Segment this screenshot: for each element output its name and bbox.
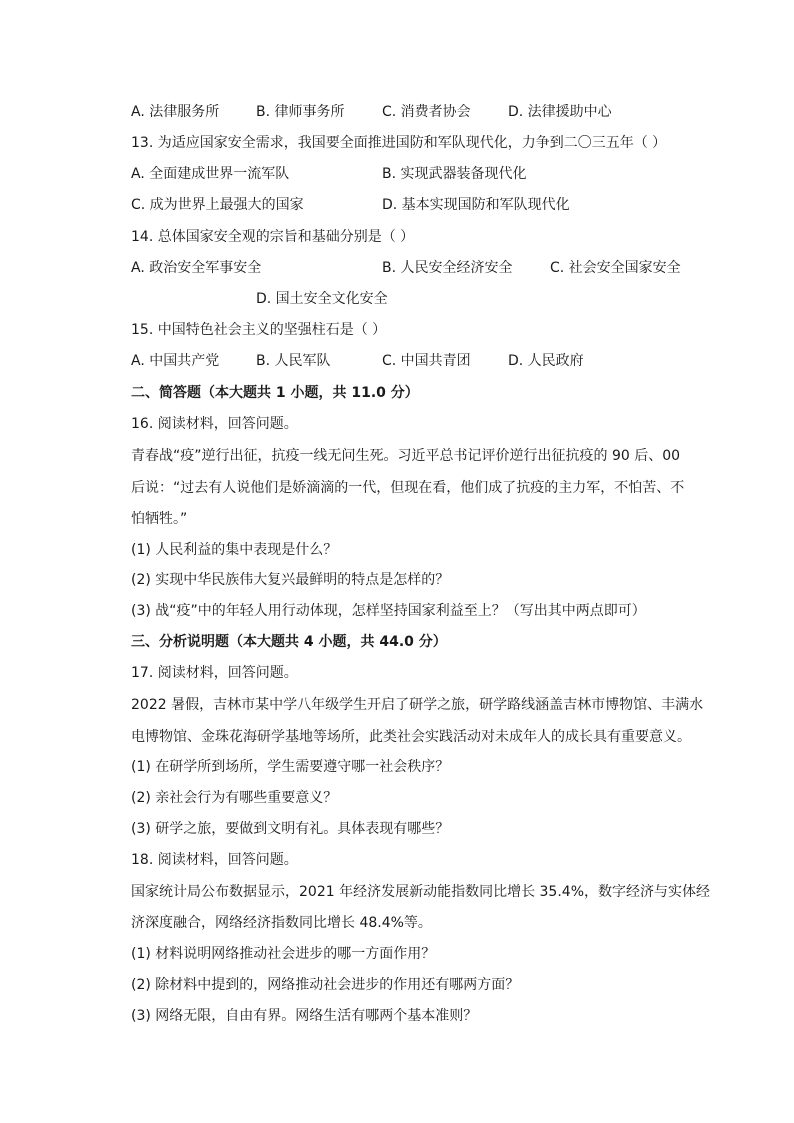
q13-option-d: D. 基本实现国防和军队现代化 xyxy=(382,197,570,213)
q12-option-d: D. 法律援助中心 xyxy=(508,104,612,120)
q17-sub-2: (2) 亲社会行为有哪些重要意义？ xyxy=(131,790,338,806)
q12-option-a: A. 法律服务所 xyxy=(131,104,220,120)
q13-option-b: B. 实现武器装备现代化 xyxy=(382,166,527,182)
q17-sub-3: (3) 研学之旅，要做到文明有礼。具体表现有哪些？ xyxy=(131,821,450,837)
q17-stem: 17. 阅读材料，回答问题。 xyxy=(131,665,298,681)
q17-material-line-2: 电博物馆、金珠花海研学基地等场所，此类社会实践活动对未成年人的成长具有重要意义。 xyxy=(131,729,691,745)
q16-sub-1: (1) 人民利益的集中表现是什么？ xyxy=(131,542,338,558)
q14-option-d: D. 国土安全文化安全 xyxy=(256,291,388,307)
q16-material-line-2: 后说：“过去有人说他们是娇滴滴的一代，但现在看，他们成了抗疫的主力军，不怕苦、不 xyxy=(131,480,685,496)
q16-stem: 16. 阅读材料，回答问题。 xyxy=(131,416,298,432)
section-2-heading: 二、简答题（本大题共 1 小题，共 11.0 分） xyxy=(131,385,419,401)
q15-option-c: C. 中国共青团 xyxy=(382,353,471,369)
q17-sub-1: (1) 在研学所到场所，学生需要遵守哪一社会秩序？ xyxy=(131,759,450,775)
q16-material-line-3: 怕牺牲。” xyxy=(131,511,188,527)
q18-sub-3: (3) 网络无限，自由有界。网络生活有哪两个基本准则？ xyxy=(131,1008,478,1024)
section-3-heading: 三、分析说明题（本大题共 4 小题，共 44.0 分） xyxy=(131,634,447,650)
q18-material-line-1: 国家统计局公布数据显示，2021 年经济发展新动能指数同比增长 35.4%，数字经济与实体经 xyxy=(131,884,711,900)
q15-option-b: B. 人民军队 xyxy=(256,353,331,369)
q15-stem: 15. 中国特色社会主义的坚强柱石是（ ） xyxy=(131,322,387,338)
q13-stem: 13. 为适应国家安全需求，我国要全面推进国防和军队现代化，力争到二〇三五年（ ） xyxy=(131,135,667,151)
q18-material-line-2: 济深度融合，网络经济指数同比增长 48.4%等。 xyxy=(131,915,432,931)
q16-material-line-1: 青春战“疫”逆行出征，抗疫一线无问生死。习近平总书记评价逆行出征抗疫的 90 后、00 xyxy=(131,448,681,464)
q12-option-b: B. 律师事务所 xyxy=(256,104,345,120)
q18-sub-2: (2) 除材料中提到的，网络推动社会进步的作用还有哪两方面？ xyxy=(131,977,520,993)
q16-sub-2: (2) 实现中华民族伟大复兴最鲜明的特点是怎样的？ xyxy=(131,572,450,588)
q17-material-line-1: 2022 暑假，吉林市某中学八年级学生开启了研学之旅，研学路线涵盖吉林市博物馆、丰满水 xyxy=(131,697,704,713)
q13-option-a: A. 全面建成世界一流军队 xyxy=(131,166,290,182)
q14-stem: 14. 总体国家安全观的宗旨和基础分别是（ ） xyxy=(131,229,415,245)
q18-sub-1: (1) 材料说明网络推动社会进步的哪一方面作用？ xyxy=(131,946,436,962)
q12-option-c: C. 消费者协会 xyxy=(382,104,471,120)
q15-option-d: D. 人民政府 xyxy=(508,353,584,369)
q13-option-c: C. 成为世界上最强大的国家 xyxy=(131,197,304,213)
q15-option-a: A. 中国共产党 xyxy=(131,353,220,369)
q14-option-b: B. 人民安全经济安全 xyxy=(382,260,513,276)
q14-option-c: C. 社会安全国家安全 xyxy=(550,260,681,276)
q14-option-a: A. 政治安全军事安全 xyxy=(131,260,262,276)
q18-stem: 18. 阅读材料，回答问题。 xyxy=(131,852,298,868)
q16-sub-3: (3) 战“疫”中的年轻人用行动体现，怎样坚持国家利益至上？（写出其中两点即可） xyxy=(131,603,646,619)
